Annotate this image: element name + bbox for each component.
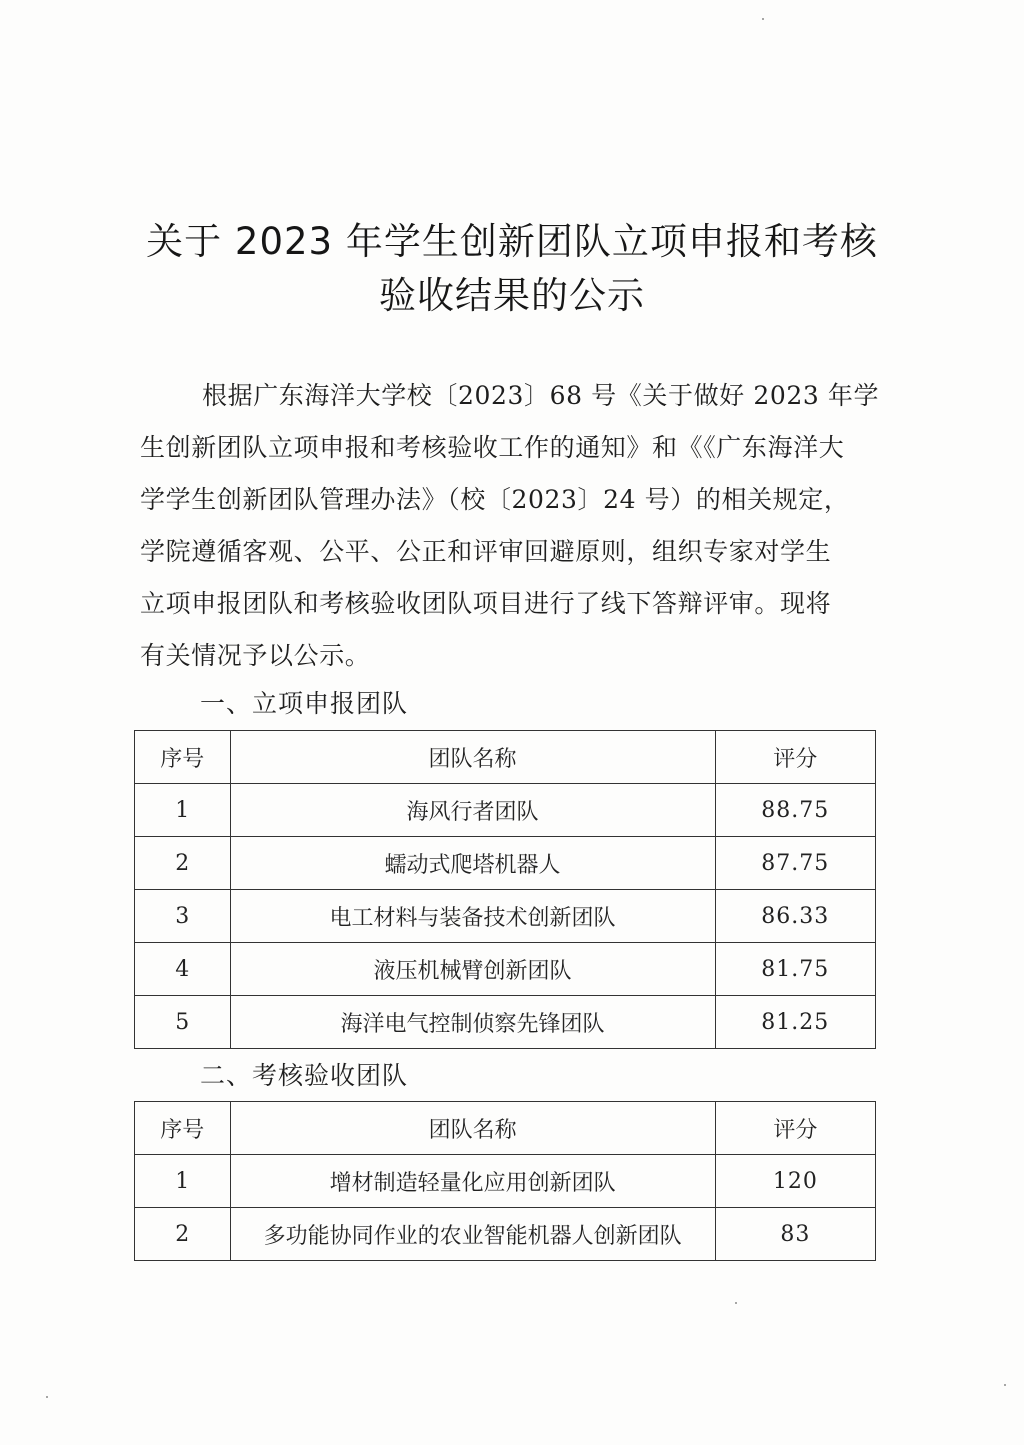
- table-header-row: [135, 1102, 876, 1155]
- body-line-5: 立项申报团队和考核验收团队项目进行了线下答辩评审。现将: [140, 589, 832, 618]
- section-2-heading: 二、考核验收团队: [200, 1061, 409, 1090]
- body-line-2: 生创新团队立项申报和考核验收工作的通知》和《《广东海洋大: [140, 433, 845, 462]
- table-row: [135, 996, 876, 1049]
- table-row: [135, 784, 876, 837]
- body-line-6: 有关情况予以公示。: [140, 641, 371, 670]
- row-no: 2: [135, 837, 231, 890]
- row-team-name: 蠕动式爬塔机器人: [230, 837, 715, 890]
- project-application-table: [134, 730, 876, 1049]
- row-team-name: 多功能协同作业的农业智能机器人创新团队: [230, 1208, 715, 1261]
- row-no: 2: [135, 1208, 231, 1261]
- table-row: [135, 837, 876, 890]
- header-name: 团队名称: [230, 731, 715, 784]
- document-title-line-1: 关于 2023 年学生创新团队立项申报和考核: [146, 220, 878, 263]
- document-title-line-2: 验收结果的公示: [379, 274, 645, 317]
- row-no: 4: [135, 943, 231, 996]
- header-score: 评分: [715, 731, 875, 784]
- scan-speck: [735, 1302, 737, 1304]
- acceptance-review-table: [134, 1101, 876, 1261]
- section-1-heading: 一、立项申报团队: [200, 689, 409, 718]
- row-team-name: 电工材料与装备技术创新团队: [230, 890, 715, 943]
- body-line-3: 学学生创新团队管理办法》（校〔2023〕24 号）的相关规定，: [140, 485, 850, 514]
- row-team-name: 液压机械臂创新团队: [230, 943, 715, 996]
- table-row: [135, 890, 876, 943]
- row-score: 86.33: [715, 890, 875, 943]
- body-line-4: 学院遵循客观、公平、公正和评审回避原则，组织专家对学生: [140, 537, 832, 566]
- row-score: 81.75: [715, 943, 875, 996]
- row-no: 3: [135, 890, 231, 943]
- row-no: 5: [135, 996, 231, 1049]
- header-no: 序号: [135, 731, 231, 784]
- row-score: 120: [715, 1155, 875, 1208]
- row-no: 1: [135, 1155, 231, 1208]
- row-score: 88.75: [715, 784, 875, 837]
- scan-speck: [762, 18, 764, 20]
- row-no: 1: [135, 784, 231, 837]
- row-score: 83: [715, 1208, 875, 1261]
- scan-speck: [46, 1396, 48, 1398]
- header-no: 序号: [135, 1102, 231, 1155]
- body-line-1: 根据广东海洋大学校〔2023〕68 号《关于做好 2023 年学: [202, 381, 880, 410]
- table-row: [135, 943, 876, 996]
- table-row: [135, 1208, 876, 1261]
- row-score: 87.75: [715, 837, 875, 890]
- header-name: 团队名称: [230, 1102, 715, 1155]
- table-row: [135, 1155, 876, 1208]
- header-score: 评分: [715, 1102, 875, 1155]
- scan-speck: [1004, 1384, 1006, 1386]
- row-score: 81.25: [715, 996, 875, 1049]
- row-team-name: 海洋电气控制侦察先锋团队: [230, 996, 715, 1049]
- row-team-name: 海风行者团队: [230, 784, 715, 837]
- table-header-row: [135, 731, 876, 784]
- row-team-name: 增材制造轻量化应用创新团队: [230, 1155, 715, 1208]
